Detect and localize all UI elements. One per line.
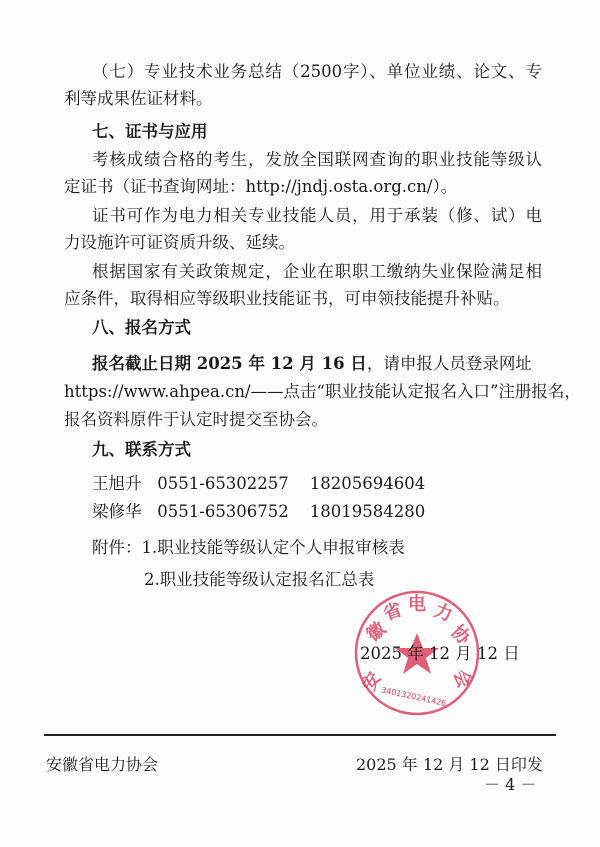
section-8-title: 八、报名方式 xyxy=(92,318,191,337)
p1-line1: 考核成绩合格的考生，发放全国联网查询的职业技能等级认 xyxy=(92,150,542,169)
contact-row xyxy=(92,474,542,494)
footer-print-date: 2025 年 12 月 12 日印发 xyxy=(356,755,543,774)
svg-text:力: 力 xyxy=(431,599,456,626)
p3-line2: 应条件，取得相应等级职业技能证书，可申领技能提升补贴。 xyxy=(64,289,510,308)
deadline-line xyxy=(92,354,542,374)
contact-name: 王旭升 xyxy=(92,474,142,493)
section-9-title: 九、联系方式 xyxy=(92,440,191,459)
contact-row xyxy=(92,502,542,522)
page-number: － 4 － xyxy=(484,775,537,794)
p2-line2: 力设施许可证资质升级、延续。 xyxy=(64,233,295,252)
contact-name: 梁修华 xyxy=(92,502,142,521)
p3-line1: 根据国家有关政策规定，企业在职职工缴纳失业保险满足相 xyxy=(92,262,542,281)
item7-line1: （七）专业技术业务总结（2500字）、单位业绩、论文、专 xyxy=(92,62,542,81)
footer-divider xyxy=(44,734,556,736)
svg-text:安: 安 xyxy=(358,668,386,695)
attachments-label: 附件： xyxy=(92,538,142,557)
svg-text:3401320241426: 3401320241426 xyxy=(380,685,447,709)
deadline-rest: ，请申报人员登录网址 xyxy=(366,354,532,373)
contact-mobile: 18205694604 xyxy=(309,474,426,493)
attachment-row xyxy=(92,538,542,558)
signature-date: 2025 年 12 月 12 日 xyxy=(360,644,520,663)
svg-text:电: 电 xyxy=(408,594,426,615)
deadline-date: 报名截止日期 2025 年 12 月 16 日 xyxy=(92,354,367,373)
attachment-item: 1.职业技能等级认定个人申报审核表 xyxy=(141,538,405,557)
p4-line3: 报名资料原件于认定时提交至协会。 xyxy=(64,410,328,429)
svg-text:会: 会 xyxy=(448,667,475,692)
contact-phone: 0551-65306752 xyxy=(157,502,289,521)
section-7-title: 七、证书与应用 xyxy=(92,122,208,141)
item7-line2: 利等成果佐证材料。 xyxy=(64,89,213,108)
svg-text:协: 协 xyxy=(446,621,475,649)
p2-line1: 证书可作为电力相关专业技能人员，用于承装（修、试）电 xyxy=(92,206,542,225)
svg-text:徽: 徽 xyxy=(362,618,391,646)
contact-mobile: 18019584280 xyxy=(309,502,426,521)
svg-text:省: 省 xyxy=(380,599,405,626)
p1-line2: 定证书（证书查询网址：http://jndj.osta.org.cn/）。 xyxy=(64,177,458,196)
footer-org: 安徽省电力协会 xyxy=(46,755,159,774)
registration-url-line: https://www.ahpea.cn/——点击“职业技能认定报名入口”注册报名， xyxy=(64,382,581,401)
contact-phone: 0551-65302257 xyxy=(157,474,289,493)
attachment-item: 2.职业技能等级认定报名汇总表 xyxy=(144,570,375,589)
